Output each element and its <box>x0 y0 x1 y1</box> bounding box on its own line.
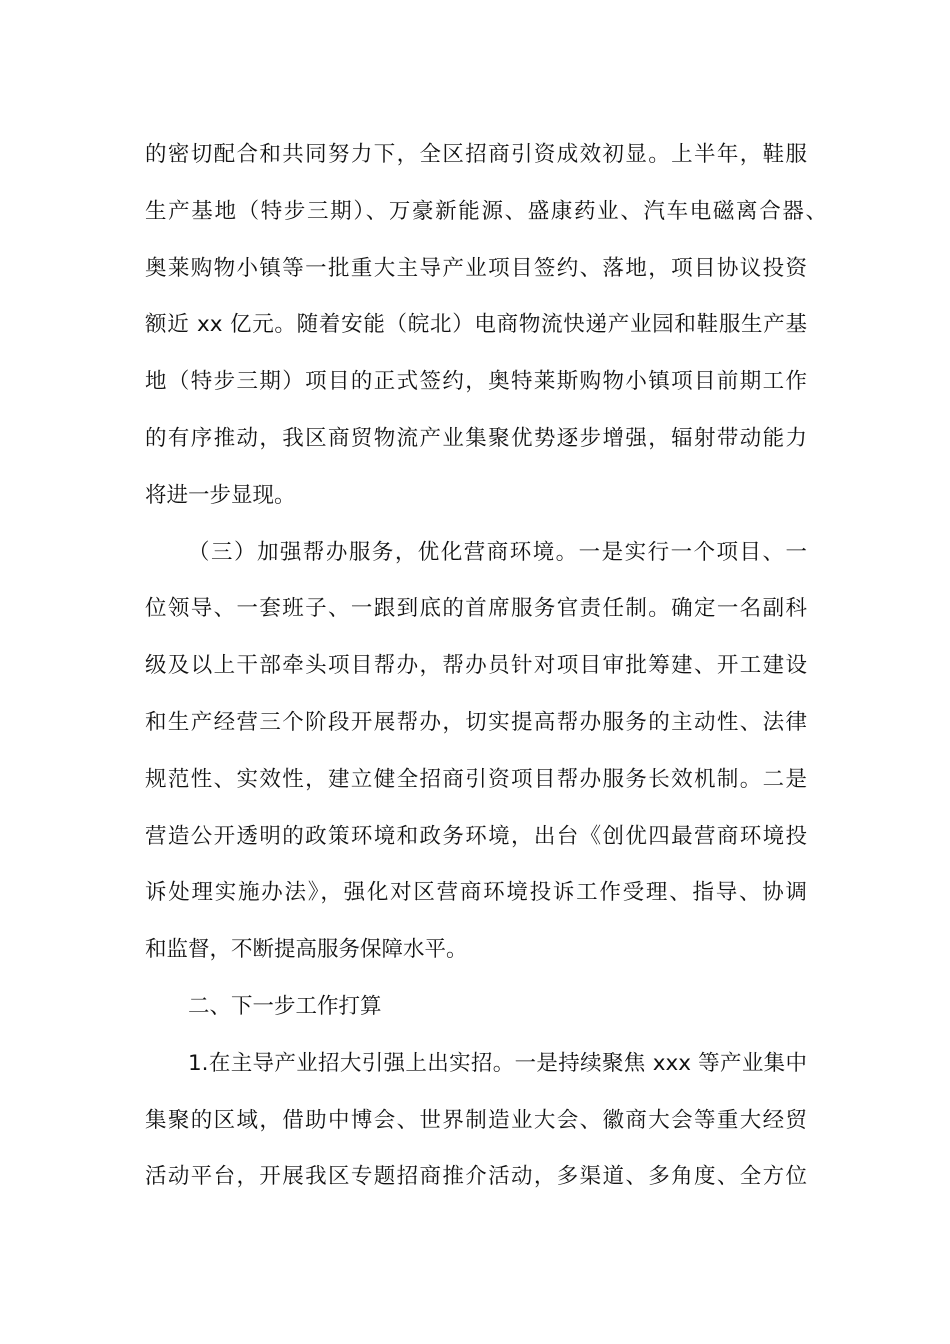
paragraph-line: 生产基地（特步三期）、万豪新能源、盛康药业、汽车电磁离合器、 <box>145 198 827 224</box>
paragraph-line: 活动平台，开展我区专题招商推介活动，多渠道、多角度、全方位 <box>145 1164 807 1190</box>
paragraph-line: 营造公开透明的政策环境和政务环境，出台《创优四最营商环境投 <box>145 823 807 849</box>
paragraph-2 <box>145 525 807 979</box>
paragraph-line: 1.在主导产业招大引强上出实招。一是持续聚焦 xxx 等产业集中 <box>188 1050 807 1076</box>
paragraph-line: （三）加强帮办服务，优化营商环境。一是实行一个项目、一 <box>188 539 807 565</box>
paragraph-line: 的有序推动，我区商贸物流产业集聚优势逐步增强，辐射带动能力 <box>145 425 807 451</box>
paragraph-1 <box>145 127 827 525</box>
paragraph-line: 和生产经营三个阶段开展帮办，切实提高帮办服务的主动性、法律 <box>145 709 807 735</box>
paragraph-3 <box>145 1036 807 1206</box>
paragraph-line: 的密切配合和共同努力下，全区招商引资成效初显。上半年，鞋服 <box>145 142 807 167</box>
paragraph-line: 和监督，不断提高服务保障水平。 <box>145 937 468 963</box>
paragraph-line: 额近 xx 亿元。随着安能（皖北）电商物流快递产业园和鞋服生产基 <box>145 312 807 338</box>
paragraph-line: 位领导、一套班子、一跟到底的首席服务官责任制。确定一名副科 <box>145 596 807 622</box>
paragraph-line: 地（特步三期）项目的正式签约，奥特莱斯购物小镇项目前期工作 <box>145 369 807 395</box>
paragraph-line: 诉处理实施办法》，强化对区营商环境投诉工作受理、指导、协调 <box>145 880 807 906</box>
paragraph-line: 规范性、实效性，建立健全招商引资项目帮办服务长效机制。二是 <box>145 766 807 792</box>
document-body <box>145 127 827 1206</box>
paragraph-line: 将进一步显现。 <box>145 482 296 508</box>
paragraph-line: 集聚的区域，借助中博会、世界制造业大会、徽商大会等重大经贸 <box>145 1107 807 1133</box>
section-heading: 二、下一步工作打算 <box>188 993 382 1019</box>
paragraph-line: 奥莱购物小镇等一批重大主导产业项目签约、落地，项目协议投资 <box>145 255 807 281</box>
paragraph-line: 级及以上干部牵头项目帮办，帮办员针对项目审批筹建、开工建设 <box>145 653 807 679</box>
